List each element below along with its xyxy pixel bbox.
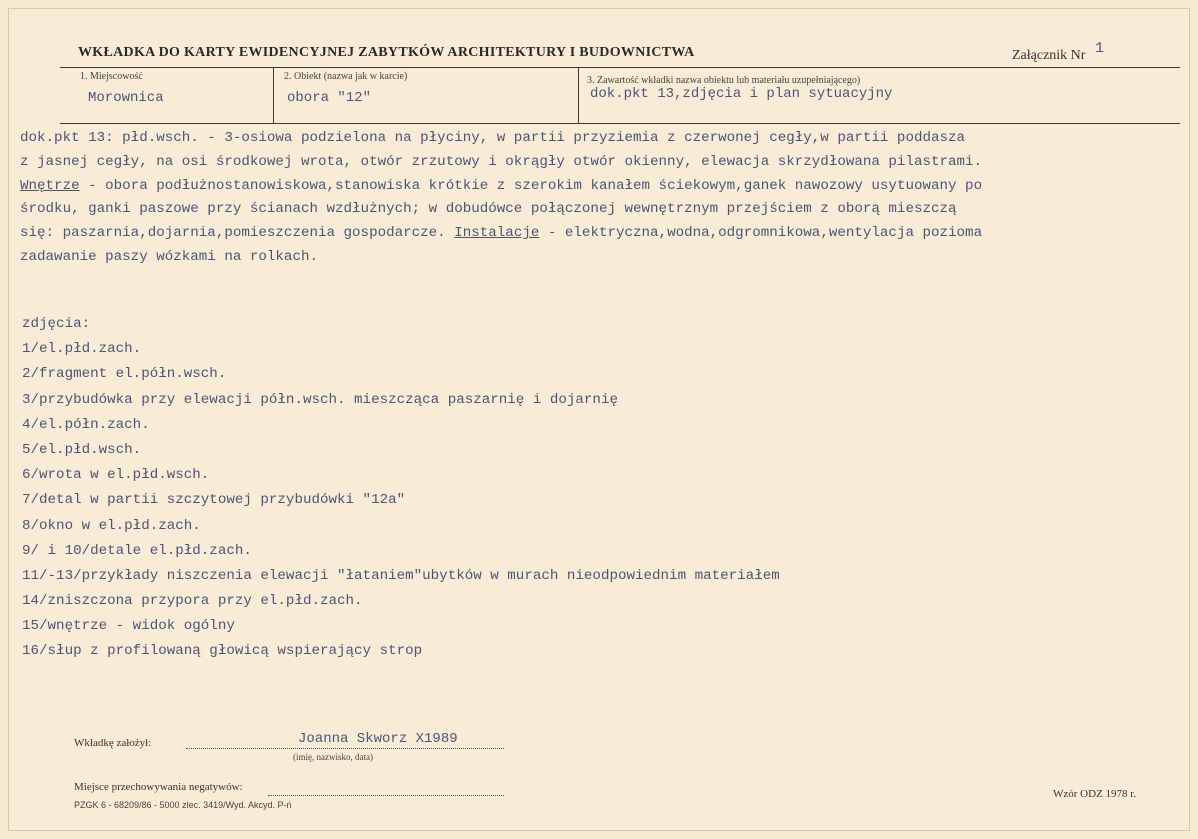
photo-list-item: 16/słup z profilowaną głowicą wspierający strop: [22, 643, 423, 660]
photo-list-item: 14/zniszczona przypora przy el.płd.zach.: [22, 593, 363, 610]
photo-list-item: 3/przybudówka przy elewacji półn.wsch. mieszcząca paszarnię i dojarnię: [22, 391, 618, 408]
field-divider-2: [578, 67, 579, 123]
photo-list: [22, 312, 780, 665]
attachment-number: 1: [1095, 40, 1105, 57]
installations-heading: Instalacje: [454, 225, 540, 242]
negatives-label: Miejsce przechowywania negatywów:: [74, 781, 243, 793]
document-title: WKŁADKA DO KARTY EWIDENCYJNEJ ZABYTKÓW ARCHITEKTURY I BUDOWNICTWA: [78, 45, 695, 60]
header-rule-bottom: [60, 123, 1180, 124]
header-rule-top: [60, 67, 1180, 68]
photo-list-item: 1/el.płd.zach.: [22, 341, 142, 358]
photo-list-item: 5/el.płd.wsch.: [22, 441, 142, 458]
negatives-dotted-line: [268, 795, 504, 796]
place-label: 1. Miejscowość: [80, 71, 143, 82]
form-model: Wzór ODZ 1978 r.: [1053, 788, 1137, 800]
photo-list-item: 2/fragment el.półn.wsch.: [22, 366, 227, 383]
photo-list-item: 4/el.półn.zach.: [22, 416, 150, 433]
description-line: [20, 222, 1192, 246]
place-value: Morownica: [88, 90, 164, 106]
description-fragment: się: paszarnia,dojarnia,pomieszczenia gospodarcze.: [20, 225, 455, 242]
author-sub-label: (imię, nazwisko, data): [293, 752, 373, 762]
contents-label: 3. Zawartość wkładki nazwa obiektu lub materiału uzupełniającego): [587, 75, 861, 86]
print-info: PZGK 6 - 68209/86 - 5000 zlec. 3419/Wyd. Akcyd. P-ń: [74, 800, 292, 810]
photo-list-item: 15/wnętrze - widok ogólny: [22, 618, 235, 635]
photo-list-item: 6/wrota w el.płd.wsch.: [22, 467, 210, 484]
description-line: środku, ganki paszowe przy ścianach wzdłużnych; w dobudówce połączonej wewnętrznym przejściem z oborą mieszczą: [20, 201, 957, 218]
photo-list-item: 8/okno w el.płd.zach.: [22, 517, 201, 534]
field-divider-1: [273, 67, 274, 123]
description-text: [20, 127, 1192, 270]
photo-list-item: 11/-13/przykłady niszczenia elewacji "łataniem"ubytków w murach nieodpowiednim materiałem: [22, 567, 780, 584]
description-line: [20, 175, 1192, 199]
object-value: obora "12": [287, 90, 372, 106]
description-fragment: - obora podłużnostanowiskowa,stanowiska krótkie z szerokim kanałem ściekowym,ganek nawozowy usytuowany po: [79, 177, 983, 194]
contents-value: dok.pkt 13,zdjęcia i plan sytuacyjny: [590, 86, 893, 102]
description-line: z jasnej cegły, na osi środkowej wrota, otwór zrzutowy i okrągły otwór okienny, elewacja skrzydłowana pilastrami.: [20, 153, 983, 170]
object-label: 2. Obiekt (nazwa jak w karcie): [284, 71, 408, 82]
photo-list-item: 9/ i 10/detale el.płd.zach.: [22, 542, 252, 559]
author-value: Joanna Skworz X1989: [298, 731, 458, 747]
attachment-label: Załącznik Nr: [1012, 48, 1086, 63]
author-label: Wkładkę założył:: [74, 737, 152, 749]
description-line: dok.pkt 13: płd.wsch. - 3-osiowa podzielona na płyciny, w partii przyziemia z czerwonej cegły,w partii poddasza: [20, 130, 966, 146]
interior-heading: Wnętrze: [20, 177, 80, 194]
description-fragment: - elektryczna,wodna,odgromnikowa,wentylacja pozioma: [539, 225, 983, 242]
photo-list-item: 7/detal w partii szczytowej przybudówki "12a": [22, 492, 406, 509]
photo-list-heading: zdjęcia:: [22, 316, 91, 332]
author-dotted-line: [186, 748, 504, 749]
description-line: zadawanie paszy wózkami na rolkach.: [20, 248, 318, 265]
